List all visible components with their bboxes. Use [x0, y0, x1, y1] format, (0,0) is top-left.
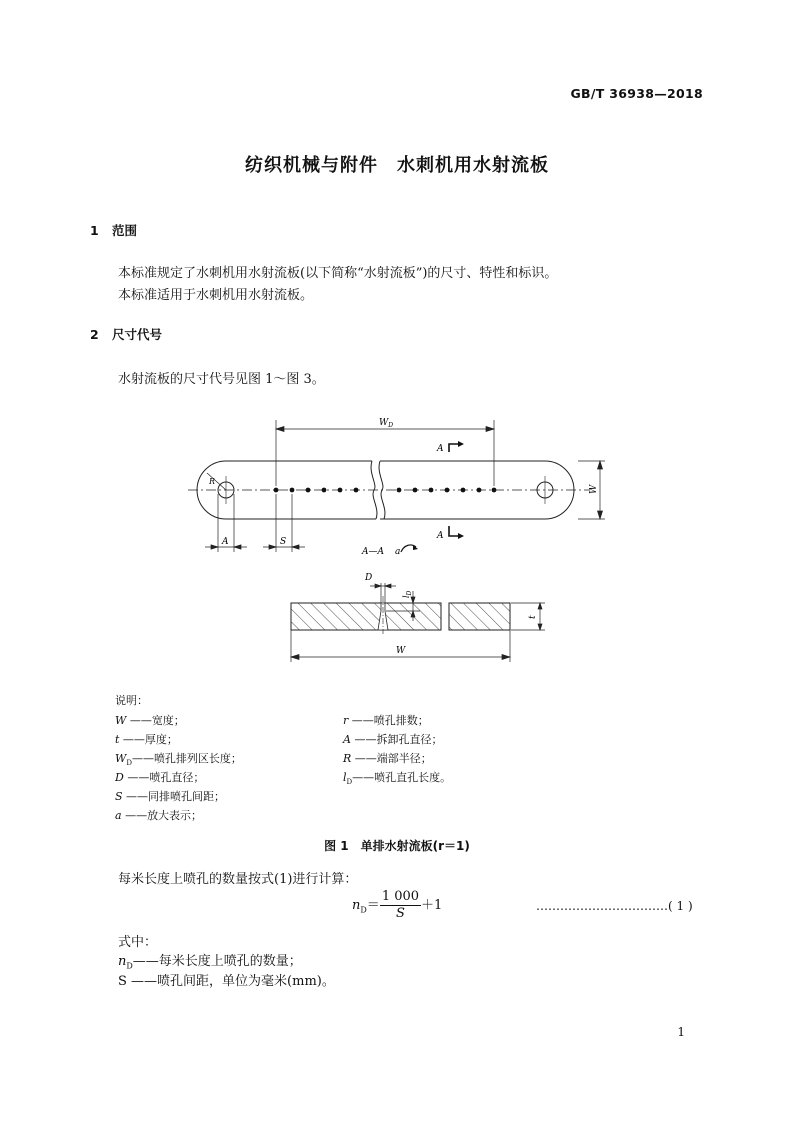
wd-label: $W_D$	[379, 418, 394, 429]
legend-left-4: D ——喷孔直径；	[115, 771, 205, 784]
legend-right-3: R ——端部半径；	[343, 752, 432, 765]
detail-a-label: a	[395, 547, 401, 557]
formula-number: ……………………………( 1 )	[536, 899, 693, 913]
formula-intro: 每米长度上喷孔的数量按式(1)进行计算：	[118, 872, 358, 887]
r-radius-label: R	[209, 477, 216, 486]
where-label: 式中：	[118, 935, 158, 950]
legend-right-2: A ——拆卸孔直径；	[343, 733, 443, 746]
legend-left-2: t ——厚度；	[115, 733, 178, 746]
standard-number: GB/T 36938—2018	[570, 86, 703, 101]
t-thick-label: t	[528, 615, 538, 619]
section2-intro: 水射流板的尺寸代号见图 1～图 3。	[118, 372, 325, 387]
where-item-1: $n_D——$每米长度上喷孔的数量；	[118, 954, 302, 971]
title-main: 纺织机械与附件	[245, 155, 378, 176]
a-dim-label: A	[222, 537, 229, 547]
section1-paragraph-2: 本标准适用于水刺机用水射流板。	[118, 288, 314, 303]
ld-label: $l_D$	[402, 590, 413, 598]
w-bottom-label: W	[396, 646, 406, 656]
w-side-label: W	[589, 484, 599, 494]
plan-view	[188, 461, 590, 519]
legend-left-6: a ——放大表示；	[115, 809, 203, 822]
section-a-top: A	[437, 444, 444, 454]
section-view	[291, 596, 510, 634]
section-aa-label: A—A	[362, 547, 384, 557]
s-dim-label: S	[280, 537, 287, 547]
page-number: 1	[677, 1025, 685, 1039]
title-sub: 水刺机用水射流板	[397, 155, 549, 176]
d-dia-label: D	[365, 573, 373, 583]
formula-1: $n_D=$ $\frac{1 000}{S}$ ＋1	[352, 889, 443, 921]
legend-left-1: W ——宽度；	[115, 714, 185, 727]
section1-paragraph-1: 本标准规定了水刺机用水射流板(以下简称“水射流板”)的尺寸、特性和标识。	[118, 266, 558, 281]
legend-left-3: $W_D——$喷孔排列区长度；	[115, 752, 242, 768]
where-item-2: S ——喷孔间距，单位为毫米(mm)。	[118, 974, 335, 989]
legend-heading: 说明：	[115, 694, 148, 707]
figure-1-caption: 图 1 单排水射流板(r＝1)	[324, 839, 470, 853]
section2-heading: 2 尺寸代号	[90, 327, 163, 342]
a-s-dimensions	[205, 494, 305, 552]
legend-right-1: r ——喷孔排数；	[343, 714, 429, 727]
section1-heading: 1 范围	[90, 223, 138, 238]
section-a-bottom: A	[437, 531, 444, 541]
legend-right-4: $l_D——$喷孔直孔长度。	[343, 771, 452, 787]
nozzle-holes	[274, 488, 497, 493]
legend-left-5: S ——同排喷孔间距；	[115, 790, 226, 803]
wd-dimension	[276, 420, 494, 486]
